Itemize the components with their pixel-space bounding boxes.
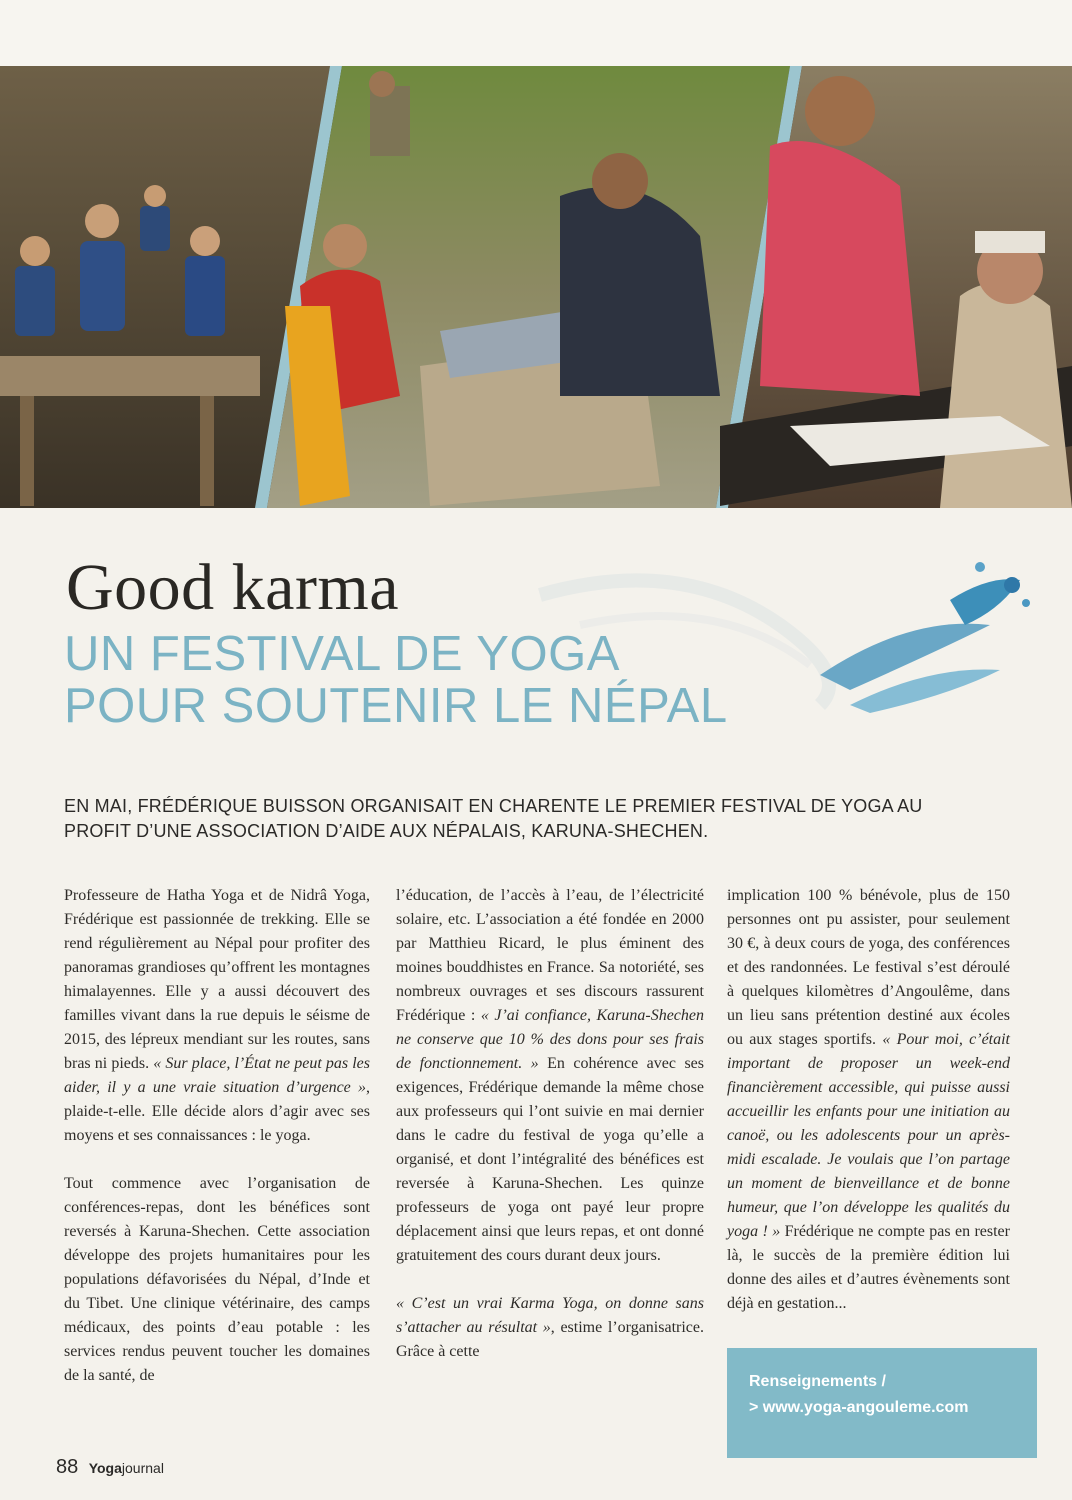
subtitle-line-2: POUR SOUTENIR LE NÉPAL — [64, 679, 728, 733]
article-title: Good karma — [66, 551, 400, 624]
body-text: Frédérique ne compte pas en rester là, le succès de la première édition lui donne des ailes et d’autres évènements sont déjà en gestation... — [727, 1223, 1010, 1312]
info-box — [727, 1348, 1037, 1458]
photo-collage — [0, 66, 1072, 508]
body-text: , estime l’organisatrice. Grâce à cette — [396, 1319, 704, 1360]
page-number: 88 — [56, 1456, 79, 1478]
paragraph — [396, 1292, 704, 1364]
text-column-3 — [727, 884, 1010, 1340]
subtitle-line-1: UN FESTIVAL DE YOGA — [64, 627, 620, 681]
paragraph — [727, 884, 1010, 1316]
info-box-label: Renseignements / — [749, 1373, 886, 1390]
top-margin — [0, 0, 1072, 66]
body-text: implication 100 % bénévole, plus de 150 personnes ont pu assister, pour seulement 30 €, à deux cours de yoga, des conférences et des randonnées. Le festival s’est déroulé à quelques kilomètres d’Angoulême, dans un lieu sans prétention destiné aux écoles ou aux stages sportifs. — [727, 887, 1010, 1048]
brand-journal: journal — [121, 1460, 164, 1476]
article-subtitle — [64, 628, 824, 732]
info-box-url[interactable]: > www.yoga-angouleme.com — [749, 1399, 969, 1416]
quote: « C’est un vrai Karma Yoga, on donne sans s’attacher au résultat » — [396, 1295, 704, 1336]
article-lede: EN MAI, FRÉDÉRIQUE BUISSON ORGANISAIT EN CHARENTE LE PREMIER FESTIVAL DE YOGA AU PROFIT D’UNE ASSOCIATION D’AIDE AUX NÉPALAIS, KARUNA-SHECHEN. — [64, 796, 923, 841]
body-text: , plaide-t-elle. Elle décide alors d’agir avec ses moyens et ses connaissances : le yoga. — [64, 1079, 370, 1144]
body-text: Professeure de Hatha Yoga et de Nidrâ Yoga, Frédérique est passionnée de trekking. Elle se rend régulièrement au Népal pour profiter des panoramas grandioses qu’offrent les montagnes himalayennes. Elle y a aussi découvert des familles vivant dans la rue depuis le séisme de 2015, des lépreux mendiant sur les routes, sans bras ni pieds. — [64, 887, 370, 1072]
paragraph — [64, 884, 370, 1148]
text-column-1 — [64, 884, 370, 1412]
body-text: l’éducation, de l’accès à l’eau, de l’électricité solaire, etc. L’association a été fondée en 2000 par Matthieu Ricard, le plus éminent des moines bouddhistes en France. Sa notoriété, ses nombreux ouvrages et ses discours rassurent Frédérique : — [396, 887, 704, 1024]
photo-strip — [0, 66, 1072, 508]
quote: « J’ai confiance, Karuna-Shechen ne conserve que 10 % des dons pour ses frais de fonctionnement. » — [396, 1007, 704, 1072]
text-column-2 — [396, 884, 704, 1388]
quote: « Sur place, l’État ne peut pas les aider, il y a une vraie situation d’urgence » — [64, 1055, 371, 1096]
body-text: En cohérence avec ses exigences, Frédérique demande la même chose aux professeurs qui l’ont suivie en mai dernier dans le cadre du festival de yoga qu’elle a organisé, et dont l’intégralité des bénéfices est reversée à Karuna-Shechen. Les quinze professeurs de yoga ont payé leur propre déplacement ainsi que leurs repas, et ont donné gratuitement des cours durant deux jours. — [396, 1055, 704, 1264]
paragraph: Tout commence avec l’organisation de conférences-repas, dont les bénéfices sont reversés à Karuna-Shechen. Cette association développe des projets humanitaires pour les populations défavorisées du Népal, d’Inde et du Tibet. Une clinique vétérinaire, des camps médicaux, des points d’eau potable : les services rendus peuvent toucher les domaines de la santé, de — [64, 1175, 370, 1384]
page-footer — [56, 1456, 164, 1479]
magazine-brand — [89, 1460, 164, 1476]
quote: « Pour moi, c’était important de proposer un week-end financièrement accessible, qui puisse aussi accueillir les enfants pour une initiation au canoë, ou les adolescents pour un après-midi escalade. Je voulais que l’on partage un moment de bienveillance et de bonne humeur, que l’on développe les qualités du yoga ! » — [727, 1031, 1011, 1240]
photo-solar-panel — [267, 66, 790, 508]
brand-yoga: Yoga — [88, 1460, 122, 1476]
paragraph — [396, 884, 704, 1268]
